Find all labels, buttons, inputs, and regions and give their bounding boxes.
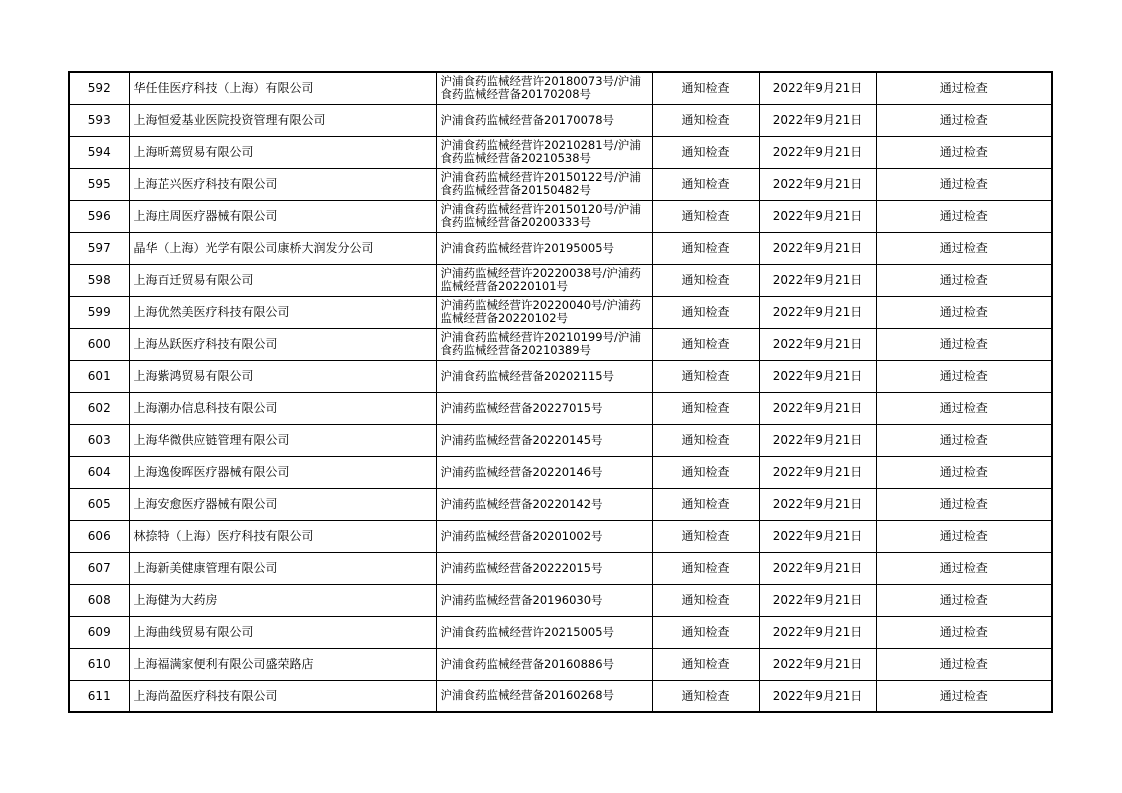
inspection-method: 通知检查 (652, 264, 759, 296)
table-row (69, 200, 1052, 232)
inspection-result: 通过检查 (876, 392, 1052, 424)
license-number: 沪浦食药监械经营备20202115号 (436, 360, 652, 392)
inspection-date: 2022年9月21日 (759, 328, 876, 360)
inspection-method: 通知检查 (652, 360, 759, 392)
company-name: 上海潮办信息科技有限公司 (129, 392, 436, 424)
inspection-method: 通知检查 (652, 72, 759, 104)
inspection-date: 2022年9月21日 (759, 680, 876, 712)
row-number: 608 (69, 584, 129, 616)
row-number: 595 (69, 168, 129, 200)
company-name: 上海庄周医疗器械有限公司 (129, 200, 436, 232)
license-number: 沪浦药监械经营备20220145号 (436, 424, 652, 456)
table-row (69, 520, 1052, 552)
inspection-result: 通过检查 (876, 488, 1052, 520)
inspection-result: 通过检查 (876, 680, 1052, 712)
inspection-date: 2022年9月21日 (759, 648, 876, 680)
inspection-result: 通过检查 (876, 328, 1052, 360)
inspection-records-body (69, 72, 1052, 712)
inspection-date: 2022年9月21日 (759, 424, 876, 456)
inspection-date: 2022年9月21日 (759, 72, 876, 104)
inspection-result: 通过检查 (876, 136, 1052, 168)
license-number: 沪浦食药监械经营许20150120号/沪浦食药监械经营备20200333号 (436, 200, 652, 232)
license-number: 沪浦药监械经营备20227015号 (436, 392, 652, 424)
company-name: 上海新美健康管理有限公司 (129, 552, 436, 584)
inspection-result: 通过检查 (876, 72, 1052, 104)
row-number: 597 (69, 232, 129, 264)
row-number: 594 (69, 136, 129, 168)
company-name: 上海健为大药房 (129, 584, 436, 616)
inspection-date: 2022年9月21日 (759, 616, 876, 648)
inspection-method: 通知检查 (652, 104, 759, 136)
company-name: 上海福满家便利有限公司盛荣路店 (129, 648, 436, 680)
inspection-method: 通知检查 (652, 520, 759, 552)
inspection-result: 通过检查 (876, 648, 1052, 680)
inspection-result: 通过检查 (876, 552, 1052, 584)
row-number: 611 (69, 680, 129, 712)
inspection-date: 2022年9月21日 (759, 264, 876, 296)
table-row (69, 296, 1052, 328)
inspection-result: 通过检查 (876, 616, 1052, 648)
license-number: 沪浦药监械经营备20220146号 (436, 456, 652, 488)
inspection-result: 通过检查 (876, 264, 1052, 296)
table-row (69, 264, 1052, 296)
inspection-method: 通知检查 (652, 680, 759, 712)
company-name: 上海曲线贸易有限公司 (129, 616, 436, 648)
license-number: 沪浦食药监械经营许20195005号 (436, 232, 652, 264)
table-row (69, 584, 1052, 616)
company-name: 上海丛跃医疗科技有限公司 (129, 328, 436, 360)
table-row (69, 552, 1052, 584)
inspection-result: 通过检查 (876, 424, 1052, 456)
inspection-method: 通知检查 (652, 168, 759, 200)
company-name: 晶华（上海）光学有限公司康桥大润发分公司 (129, 232, 436, 264)
row-number: 609 (69, 616, 129, 648)
table-row (69, 104, 1052, 136)
inspection-date: 2022年9月21日 (759, 392, 876, 424)
inspection-method: 通知检查 (652, 232, 759, 264)
inspection-method: 通知检查 (652, 136, 759, 168)
inspection-result: 通过检查 (876, 360, 1052, 392)
table-row (69, 456, 1052, 488)
company-name: 上海尚盈医疗科技有限公司 (129, 680, 436, 712)
inspection-records-table (68, 71, 1053, 713)
inspection-method: 通知检查 (652, 392, 759, 424)
company-name: 上海恒爱基业医院投资管理有限公司 (129, 104, 436, 136)
row-number: 592 (69, 72, 129, 104)
table-row (69, 648, 1052, 680)
company-name: 上海昕蔫贸易有限公司 (129, 136, 436, 168)
inspection-result: 通过检查 (876, 200, 1052, 232)
company-name: 上海芷兴医疗科技有限公司 (129, 168, 436, 200)
row-number: 602 (69, 392, 129, 424)
row-number: 610 (69, 648, 129, 680)
inspection-result: 通过检查 (876, 520, 1052, 552)
inspection-date: 2022年9月21日 (759, 232, 876, 264)
inspection-result: 通过检查 (876, 168, 1052, 200)
company-name: 上海紫鸿贸易有限公司 (129, 360, 436, 392)
inspection-method: 通知检查 (652, 488, 759, 520)
inspection-method: 通知检查 (652, 584, 759, 616)
inspection-method: 通知检查 (652, 456, 759, 488)
inspection-result: 通过检查 (876, 584, 1052, 616)
license-number: 沪浦药监械经营备20201002号 (436, 520, 652, 552)
inspection-result: 通过检查 (876, 232, 1052, 264)
company-name: 上海优然美医疗科技有限公司 (129, 296, 436, 328)
table-row (69, 488, 1052, 520)
license-number: 沪浦药监械经营备20196030号 (436, 584, 652, 616)
inspection-date: 2022年9月21日 (759, 136, 876, 168)
table-row (69, 680, 1052, 712)
row-number: 605 (69, 488, 129, 520)
inspection-method: 通知检查 (652, 296, 759, 328)
table-row (69, 616, 1052, 648)
license-number: 沪浦食药监械经营备20160886号 (436, 648, 652, 680)
inspection-date: 2022年9月21日 (759, 168, 876, 200)
table-row (69, 328, 1052, 360)
table-row (69, 360, 1052, 392)
inspection-result: 通过检查 (876, 456, 1052, 488)
table-row (69, 168, 1052, 200)
inspection-date: 2022年9月21日 (759, 296, 876, 328)
table-row (69, 136, 1052, 168)
inspection-result: 通过检查 (876, 104, 1052, 136)
row-number: 603 (69, 424, 129, 456)
inspection-method: 通知检查 (652, 424, 759, 456)
inspection-date: 2022年9月21日 (759, 360, 876, 392)
inspection-date: 2022年9月21日 (759, 584, 876, 616)
license-number: 沪浦食药监械经营许20180073号/沪浦食药监械经营备20170208号 (436, 72, 652, 104)
inspection-date: 2022年9月21日 (759, 104, 876, 136)
company-name: 上海安愈医疗器械有限公司 (129, 488, 436, 520)
license-number: 沪浦食药监械经营备20160268号 (436, 680, 652, 712)
row-number: 596 (69, 200, 129, 232)
inspection-date: 2022年9月21日 (759, 520, 876, 552)
row-number: 598 (69, 264, 129, 296)
license-number: 沪浦食药监械经营备20170078号 (436, 104, 652, 136)
company-name: 上海逸俊晖医疗器械有限公司 (129, 456, 436, 488)
license-number: 沪浦食药监械经营许20215005号 (436, 616, 652, 648)
inspection-method: 通知检查 (652, 552, 759, 584)
license-number: 沪浦药监械经营备20222015号 (436, 552, 652, 584)
inspection-method: 通知检查 (652, 328, 759, 360)
row-number: 604 (69, 456, 129, 488)
table-row (69, 424, 1052, 456)
inspection-date: 2022年9月21日 (759, 200, 876, 232)
row-number: 600 (69, 328, 129, 360)
inspection-method: 通知检查 (652, 200, 759, 232)
license-number: 沪浦药监械经营许20220038号/沪浦药监械经营备20220101号 (436, 264, 652, 296)
company-name: 华任佳医疗科技（上海）有限公司 (129, 72, 436, 104)
company-name: 上海百迁贸易有限公司 (129, 264, 436, 296)
row-number: 601 (69, 360, 129, 392)
inspection-method: 通知检查 (652, 616, 759, 648)
row-number: 606 (69, 520, 129, 552)
inspection-result: 通过检查 (876, 296, 1052, 328)
license-number: 沪浦食药监械经营许20210281号/沪浦食药监械经营备20210538号 (436, 136, 652, 168)
row-number: 599 (69, 296, 129, 328)
inspection-date: 2022年9月21日 (759, 552, 876, 584)
license-number: 沪浦食药监械经营许20150122号/沪浦食药监械经营备20150482号 (436, 168, 652, 200)
table-row (69, 72, 1052, 104)
license-number: 沪浦药监械经营备20220142号 (436, 488, 652, 520)
company-name: 林捺特（上海）医疗科技有限公司 (129, 520, 436, 552)
company-name: 上海华微供应链管理有限公司 (129, 424, 436, 456)
inspection-date: 2022年9月21日 (759, 488, 876, 520)
license-number: 沪浦药监械经营许20220040号/沪浦药监械经营备20220102号 (436, 296, 652, 328)
inspection-date: 2022年9月21日 (759, 456, 876, 488)
row-number: 607 (69, 552, 129, 584)
table-row (69, 232, 1052, 264)
table-row (69, 392, 1052, 424)
inspection-method: 通知检查 (652, 648, 759, 680)
row-number: 593 (69, 104, 129, 136)
license-number: 沪浦食药监械经营许20210199号/沪浦食药监械经营备20210389号 (436, 328, 652, 360)
